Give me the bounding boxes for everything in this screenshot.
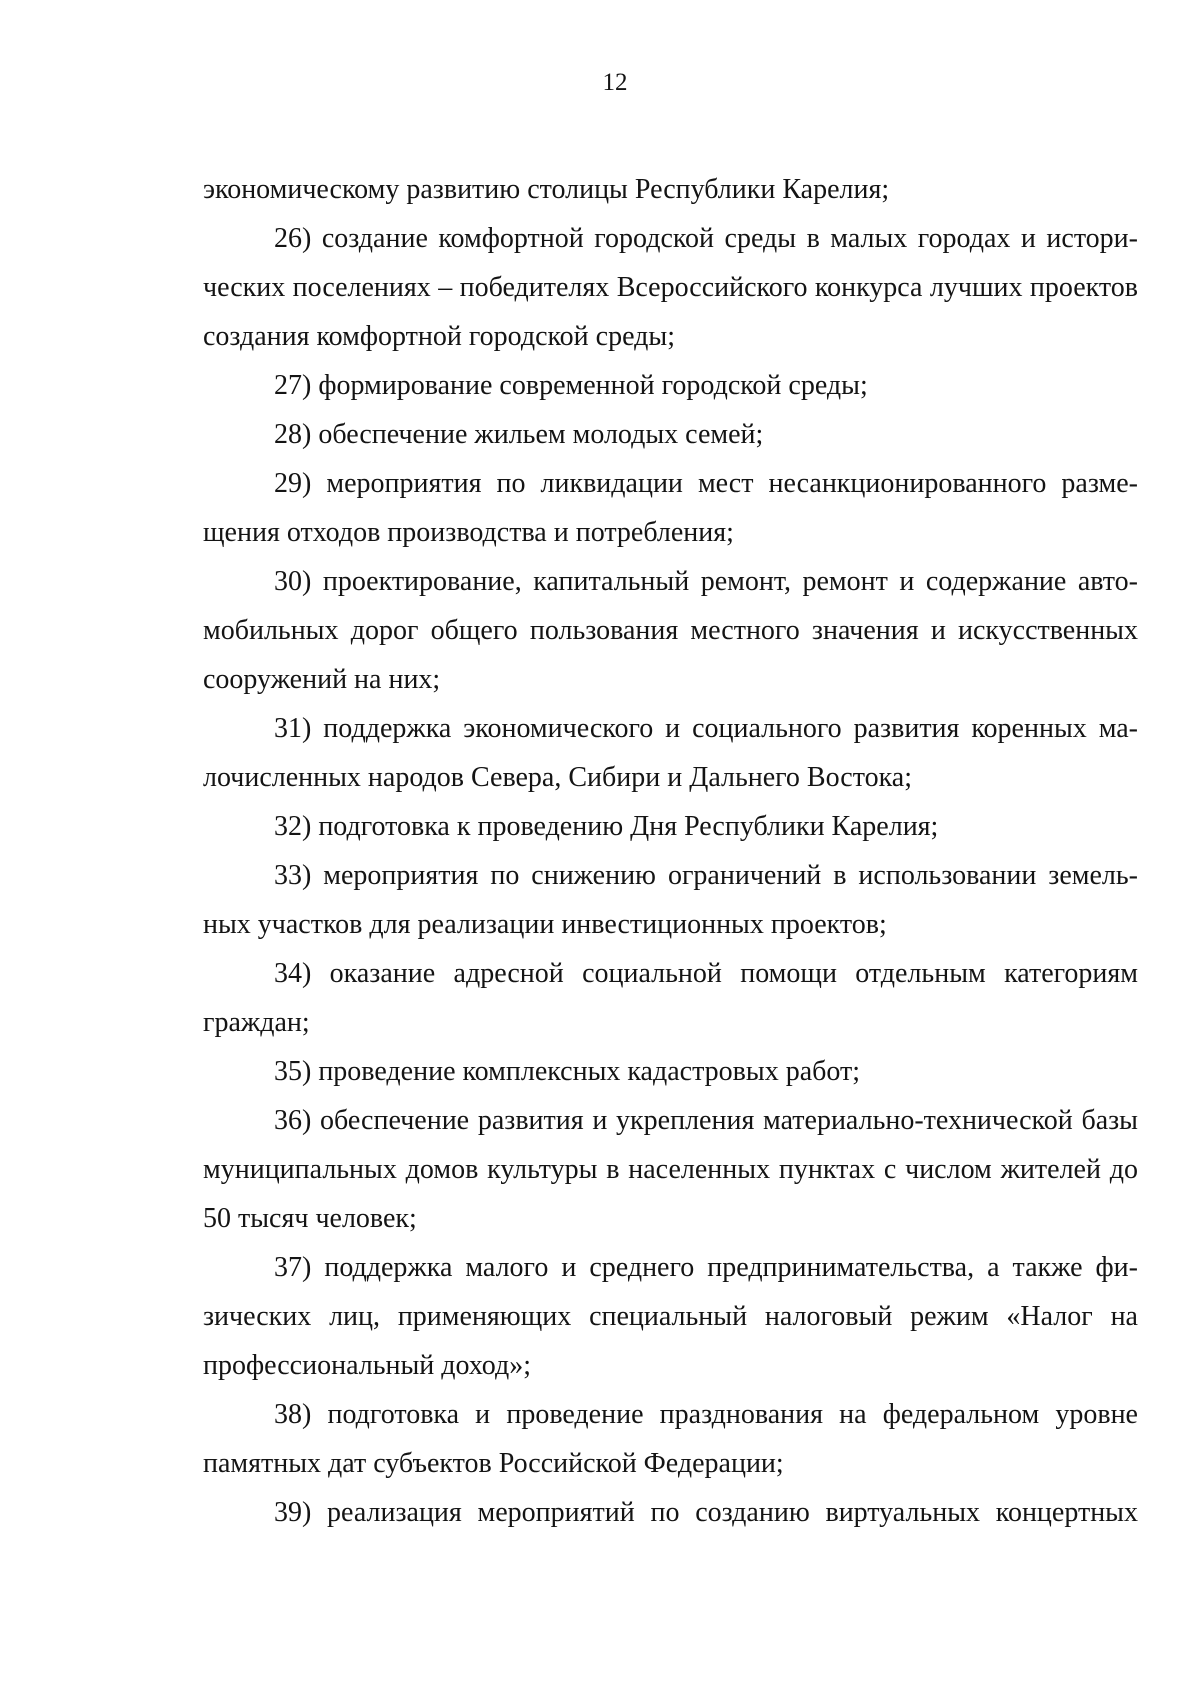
paragraph: 39) реализация мероприятий по созданию виртуальных концертных [274,1497,1138,1528]
paragraph: 34) оказание адресной социальной помощи отдельным категориям граждан; [203,958,1138,1038]
paragraph: экономическому развитию столицы Республики Карелия; [203,174,890,205]
paragraph: 28) обеспечение жильем молодых семей; [274,419,764,450]
paragraph: 30) проектирование, капитальный ремонт, ремонт и содержание автомобильных дорог общего пользования местного значения и искусственных сооружений на них; [203,566,1138,695]
paragraph: 32) подготовка к проведению Дня Республики Карелия; [274,811,939,842]
page-number: 12 [602,69,628,96]
paragraph: 38) подготовка и проведение празднования на федеральном уровне памятных дат субъектов Российской Федерации; [203,1399,1138,1479]
paragraph: 26) создание комфортной городской среды в малых городах и исторических поселениях – победителях Всероссийского конкурса лучших проектов создания комфортной городской среды; [203,223,1138,352]
paragraph: 37) поддержка малого и среднего предпринимательства, а также физических лиц, применяющих специальный налоговый режим «Налог на профессиональный доход»; [203,1252,1138,1381]
paragraph: 29) мероприятия по ликвидации мест несанкционированного размещения отходов производства и потребления; [203,468,1138,548]
document-body [203,165,1138,1537]
paragraph: 33) мероприятия по снижению ограничений в использовании земельных участков для реализации инвестиционных проектов; [203,860,1138,940]
paragraph: 27) формирование современной городской среды; [274,370,868,401]
paragraph: 35) проведение комплексных кадастровых работ; [274,1056,861,1087]
paragraph: 31) поддержка экономического и социального развития коренных малочисленных народов Севера, Сибири и Дальнего Востока; [203,713,1138,793]
paragraph: 36) обеспечение развития и укрепления материально-технической базы муниципальных домов культуры в населенных пунктах с числом жителей до 50 тысяч человек; [203,1105,1138,1234]
